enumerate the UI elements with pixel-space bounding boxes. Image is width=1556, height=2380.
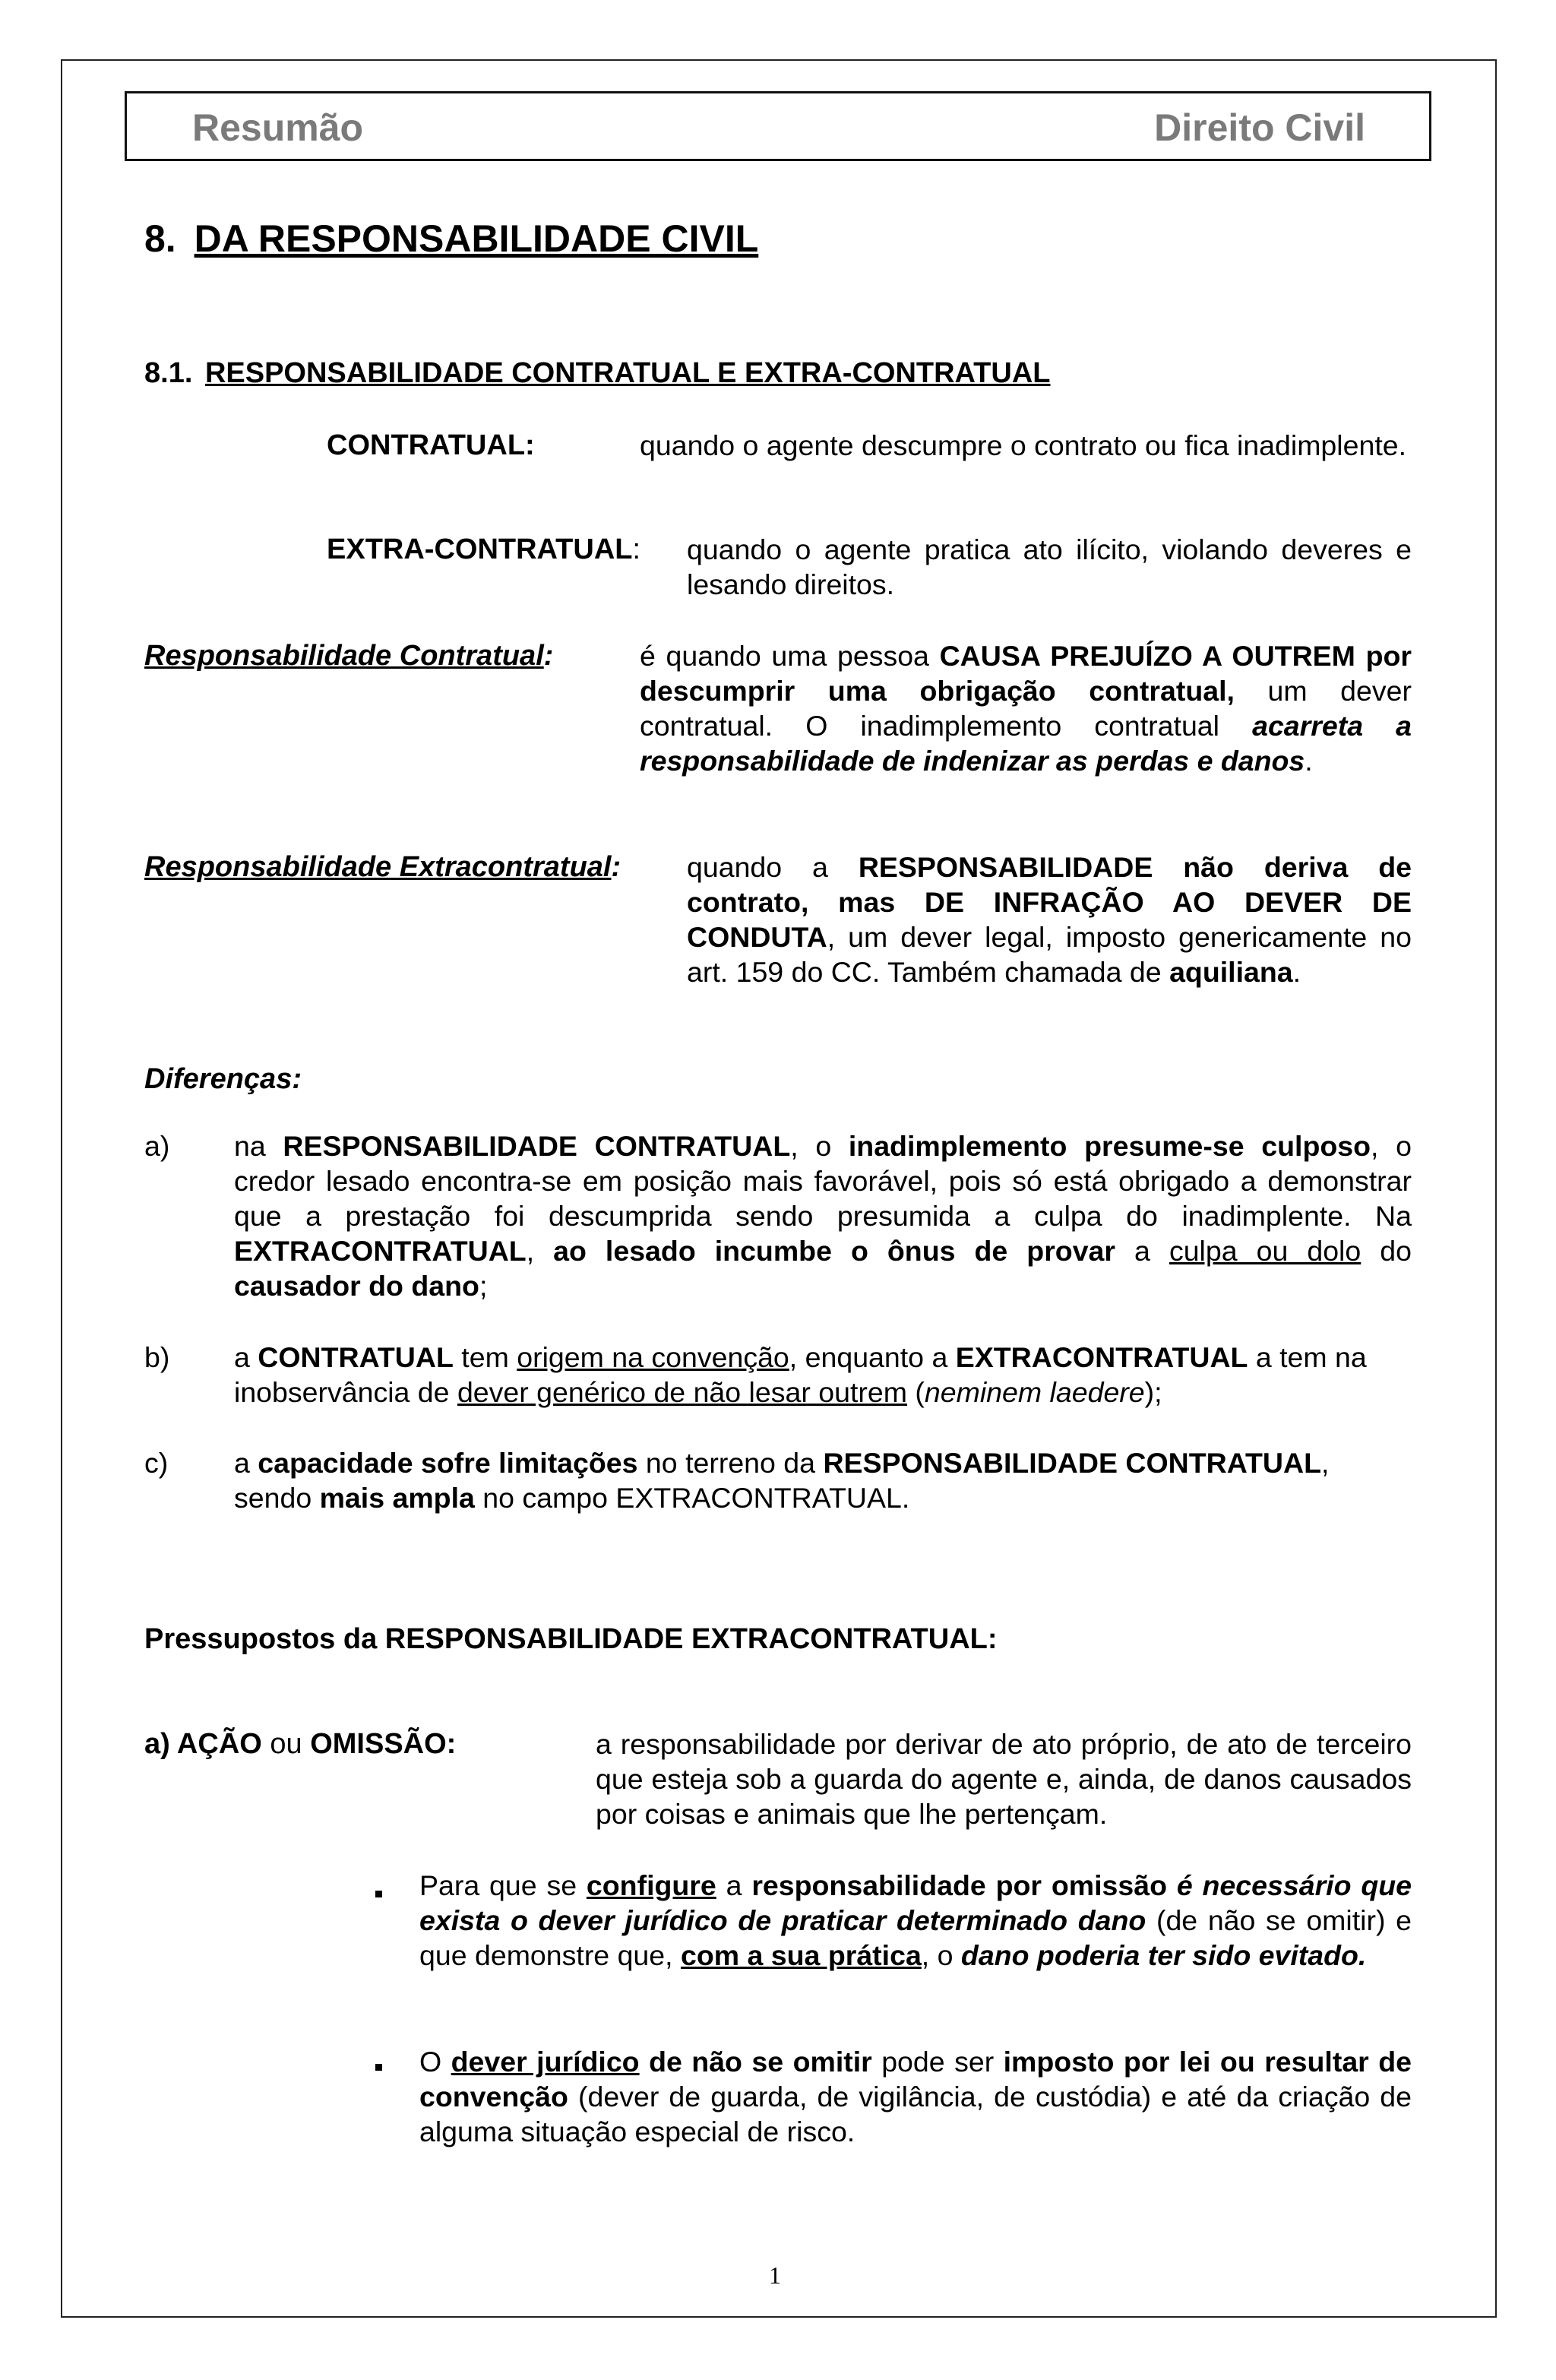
diferenca-a-marker: a) (144, 1130, 170, 1162)
diferencas-title: Diferenças: (144, 1063, 302, 1095)
bullet-marker-2 (375, 2064, 382, 2071)
diferenca-c-marker: c) (144, 1447, 169, 1479)
diferenca-c-bold-2: RESPONSABILIDADE CONTRATUAL (823, 1447, 1321, 1479)
resp-contratual-text-2: um dever contratual. O inadimplemento contratual (640, 675, 1412, 742)
extra-contratual-label-text: EXTRA-CONTRATUAL (327, 533, 633, 565)
diferenca-c-text-1: a (234, 1447, 258, 1479)
diferenca-b-underline-1: origem na convenção (517, 1341, 789, 1373)
bullet-2-bold-1: de não se omitir (649, 2046, 872, 2078)
bullet-1-text-5: , o (921, 1939, 961, 1971)
resp-contratual-text-3: . (1305, 745, 1313, 777)
pressuposto-a-label (144, 1726, 456, 1761)
bullet-2-text-2 (640, 2046, 649, 2078)
extra-contratual-label-colon: : (632, 533, 641, 565)
resp-contratual-text-1: é quando uma pessoa (640, 640, 940, 672)
section-number: 8. (144, 217, 176, 260)
resp-extra-label (144, 850, 621, 885)
resp-extra-text-1: quando a (687, 851, 859, 883)
bullet-1-text-4: (de não se omitir) e que demonstre que, (419, 1904, 1412, 1971)
diferenca-a-bold-2: inadimplemento presume-se culposo (848, 1130, 1371, 1162)
resp-extra-label-text: Responsabilidade Extracontratual (144, 851, 612, 883)
bullet-2-text (419, 2044, 1412, 2149)
diferenca-b-text-1: a (234, 1341, 258, 1373)
bullet-1-bold-underline-2: com a sua prática (680, 1939, 922, 1971)
bullet-2-bold-underline-1: dever jurídico (451, 2046, 640, 2078)
subsection-title: RESPONSABILIDADE CONTRATUAL E EXTRA-CONTRATUAL (204, 357, 1051, 389)
pressuposto-a-text: a responsabilidade por derivar de ato próprio, de ato de terceiro que esteja sob a guarda do agente e, ainda, de danos causados por coisas e animais que lhe pertençam. (596, 1728, 1412, 1830)
page-header (125, 91, 1431, 161)
resp-contratual-label (144, 638, 553, 673)
bullet-1-bold-italic-2: dano poderia ter sido evitado. (960, 1939, 1367, 1971)
diferenca-a-text (234, 1128, 1412, 1303)
resp-extra-text-2: , um dever legal, imposto genericamente no art. 159 do CC. Também chamada de (687, 921, 1412, 988)
bullet-2-bold-2: imposto por lei ou resultar de convenção (419, 2046, 1412, 2113)
diferenca-b-bold-2: EXTRACONTRATUAL (955, 1341, 1248, 1373)
diferenca-a-text-6: do (1361, 1235, 1412, 1267)
diferenca-b-text-5: ( (906, 1376, 925, 1408)
diferenca-a-bold-1: RESPONSABILIDADE CONTRATUAL (283, 1130, 791, 1162)
bullet-1-text (419, 1868, 1412, 1973)
pressupostos-title: Pressupostos da RESPONSABILIDADE EXTRACONTRATUAL: (144, 1623, 998, 1655)
bullet-2-text-4: (dever de guarda, de vigilância, de custódia) e até da criação de alguma situação especial de risco. (419, 2081, 1412, 2147)
diferenca-b-text-3: , enquanto a (789, 1341, 956, 1373)
resp-contratual-bold-1: CAUSA PREJUÍZO A OUTREM por descumprir uma obrigação contratual, (640, 640, 1412, 707)
resp-extra-text (687, 850, 1412, 989)
diferenca-b-text-6: ); (1144, 1376, 1162, 1408)
extra-contratual-label (327, 532, 640, 567)
bullet-1-bold-1: responsabilidade por omissão (751, 1869, 1167, 1901)
resp-extra-bold-2: aquiliana (1169, 956, 1293, 988)
resp-contratual-text (640, 638, 1412, 778)
bullet-1-bold-italic-1: é necessário que exista o dever jurídico de praticar determinado dano (419, 1869, 1412, 1936)
diferenca-b-italic-1: neminem laedere (924, 1376, 1145, 1408)
diferenca-c-text-4: no campo EXTRACONTRATUAL. (474, 1482, 910, 1514)
diferenca-a-underline-1: culpa ou dolo (1169, 1235, 1362, 1267)
resp-extra-text-3: . (1292, 956, 1301, 988)
subsection-heading (144, 357, 1051, 390)
resp-contratual-bold-italic-1: acarreta a responsabilidade de indenizar as perdas e danos (640, 710, 1412, 777)
pressuposto-a-label-text: ou (261, 1728, 311, 1760)
diferenca-a-text-5: a (1115, 1235, 1169, 1267)
bullet-1-bold-underline-1: configure (586, 1869, 716, 1901)
subsection-number: 8.1. (144, 357, 193, 389)
section-heading (144, 217, 758, 261)
diferenca-b-marker: b) (144, 1341, 170, 1373)
resp-contratual-label-colon: : (543, 640, 554, 672)
diferenca-c-text-3: , sendo (234, 1447, 1330, 1514)
diferenca-a-text-7: ; (479, 1270, 488, 1302)
pressuposto-a-label-bold-2: OMISSÃO: (310, 1728, 457, 1760)
pressuposto-a-label-bold-1: a) AÇÃO (144, 1728, 262, 1760)
contratual-text: quando o agente descumpre o contrato ou fica inadimplente. (640, 429, 1407, 461)
diferenca-b-text (234, 1340, 1412, 1410)
header-right-title: Direito Civil (1154, 106, 1365, 149)
section-title: DA RESPONSABILIDADE CIVIL (194, 217, 759, 260)
diferenca-a-bold-4: ao lesado incumbe o ônus de provar (553, 1235, 1116, 1267)
resp-extra-bold-1: RESPONSABILIDADE não deriva de contrato, mas DE INFRAÇÃO AO DEVER DE CONDUTA (687, 851, 1412, 953)
diferenca-a-bold-5: causador do dano (234, 1270, 479, 1302)
resp-contratual-label-text: Responsabilidade Contratual (144, 640, 544, 672)
diferenca-c-text-2: no terreno da (637, 1447, 824, 1479)
diferenca-c-bold-3: mais ampla (319, 1482, 475, 1514)
diferenca-b-text-4: a tem na inobservância de (234, 1341, 1367, 1408)
diferenca-a-bold-3: EXTRACONTRATUAL (234, 1235, 527, 1267)
diferenca-a-text-1: na (234, 1130, 283, 1162)
resp-extra-label-colon: : (611, 851, 621, 883)
diferenca-a-text-4: , (526, 1235, 554, 1267)
diferenca-c-text (234, 1445, 1412, 1515)
bullet-2-text-1: O (419, 2046, 451, 2078)
bullet-2-text-3: pode ser (871, 2046, 1004, 2078)
page-number: 1 (769, 2261, 781, 2289)
extra-contratual-text: quando o agente pratica ato ilícito, violando deveres e lesando direitos. (687, 533, 1412, 600)
diferenca-b-underline-2: dever genérico de não lesar outrem (457, 1376, 907, 1408)
diferenca-b-text-2: tem (453, 1341, 517, 1373)
bullet-marker-1 (375, 1891, 382, 1897)
diferenca-b-bold-1: CONTRATUAL (258, 1341, 454, 1373)
header-left-title: Resumão (192, 106, 364, 149)
bullet-1-text-3 (1167, 1869, 1177, 1901)
diferenca-c-bold-1: capacidade sofre limitações (258, 1447, 638, 1479)
diferenca-a-text-3: , o credor lesado encontra-se em posição mais favorável, pois só está obrigado a demonstrar que a prestação foi descumprida sendo presumida a culpa do inadimplente. Na (234, 1130, 1412, 1232)
bullet-1-text-2: a (716, 1869, 752, 1901)
diferenca-a-text-2: , o (790, 1130, 849, 1162)
bullet-1-text-1: Para que se (419, 1869, 587, 1901)
contratual-label: CONTRATUAL: (327, 429, 535, 461)
